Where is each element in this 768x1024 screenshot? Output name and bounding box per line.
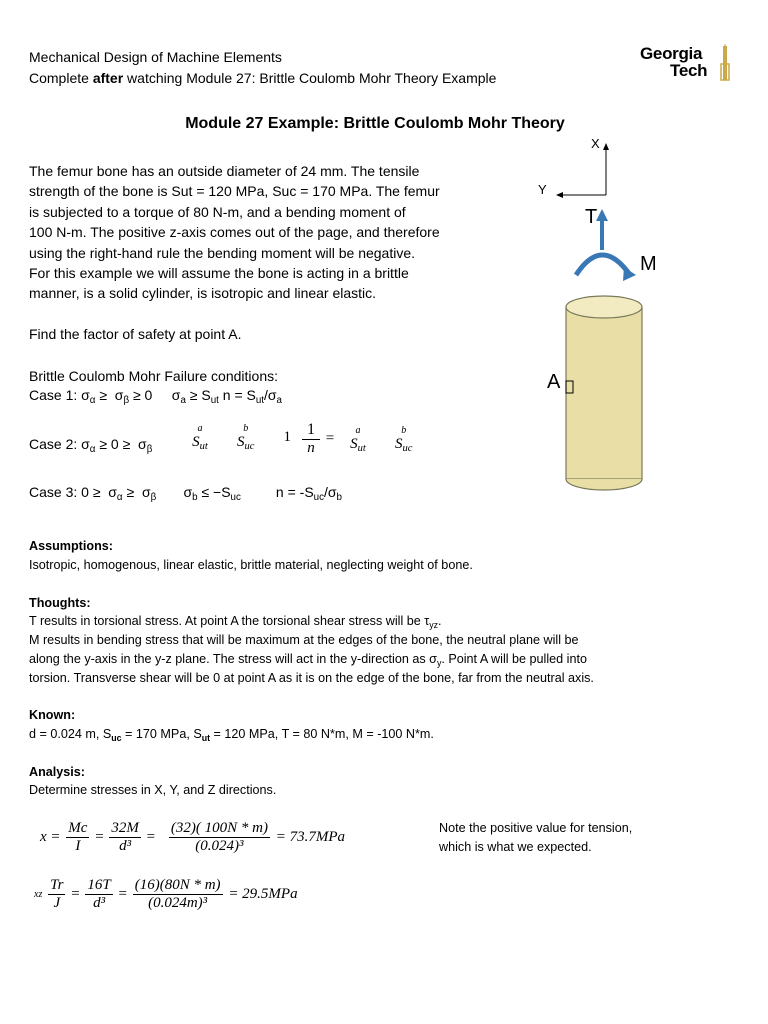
- eq1-num3: (32)( 100N * m): [170, 820, 268, 836]
- thoughts-heading: Thoughts:: [29, 596, 91, 610]
- equation-normal-stress: x = $\frac{Mc}{I}$ = $\frac{32M}{\text{d³}}$ = $\frac{(32)( 100N * m)}{\text{(0.024)³}}$ = 73.7MPa: [40, 820, 345, 854]
- case-2-formula: a $S_{ut}$ b $S_{uc}$ 1: [180, 423, 291, 451]
- logo-tech: Tech: [670, 61, 708, 80]
- analysis-text: Determine stresses in X, Y, and Z directions.: [29, 783, 277, 797]
- problem-line: For this example we will assume the bone is acting in a brittle: [29, 265, 409, 282]
- known-heading: Known:: [29, 708, 76, 722]
- eq1-num2: 32M: [111, 820, 139, 836]
- course-title: Mechanical Design of Machine Elements: [29, 49, 282, 65]
- note-line-1: Note the positive value for tension,: [439, 821, 633, 835]
- eq1-result: = 73.7MPa: [275, 829, 345, 845]
- assumptions-text: Isotropic, homogenous, linear elastic, brittle material, neglecting weight of bone.: [29, 558, 473, 572]
- eq1-lhs: x =: [40, 829, 61, 845]
- moment-label: M: [640, 253, 657, 275]
- eq2-num2: 16T: [87, 877, 111, 893]
- thoughts-line: T results in torsional stress. At point A the torsional shear stress will be $\tau_{yz}$.: [29, 614, 442, 630]
- case-2-n-formula: $\frac{1}{n}$ = a $S_{ut}$ b $S_{uc}$: [300, 421, 424, 457]
- module-instruction: [29, 68, 496, 88]
- y-axis-label: Y: [538, 182, 547, 197]
- problem-line: strength of the bone is Sut = 120 MPa, Suc = 170 MPa. The femur: [29, 183, 440, 200]
- analysis-heading: Analysis:: [29, 765, 85, 779]
- femur-diagram: [520, 135, 720, 495]
- eq2-den2: d³: [85, 894, 112, 912]
- eq2-den3: (0.024m)³: [133, 894, 223, 912]
- frac-b: b: [243, 423, 249, 434]
- thoughts-line: torsion. Transverse shear will be 0 at point A as it is on the edge of the bone, far from the neutral axis.: [29, 671, 594, 685]
- equation-shear-stress: xz $\frac{Tr}{J}$ = $\frac{16T}{\text{d³}}$ = $\frac{(16)(80N * m)}{\text{(0.024m)³}}$ = 29.5MPa: [34, 877, 298, 911]
- instruction-post: watching Module 27: Brittle Coulomb Mohr Theory Example: [123, 70, 497, 86]
- eq2-den1: J: [48, 894, 65, 912]
- tower-icon: [718, 44, 732, 84]
- assumptions-heading: Assumptions:: [29, 539, 113, 553]
- eq1-den1: I: [66, 837, 89, 855]
- eq1-den2: d³: [109, 837, 141, 855]
- case-1: Case 1: $\sigma_\alpha \ge \sigma_\beta \ge 0$ $\sigma_a \ge S_{ut}$ $n = S_{ut}/\sigma_a$: [29, 387, 282, 406]
- failure-heading: Brittle Coulomb Mohr Failure conditions:: [29, 368, 278, 384]
- problem-line: is subjected to a torque of 80 N-m, and a bending moment of: [29, 203, 406, 220]
- thoughts-line: along the y-axis in the y-z plane. The stress will act in the y-direction as $\sigma_y$. Point A will be pulled into: [29, 652, 587, 668]
- case-3: Case 3: $0 \ge \sigma_\alpha \ge \sigma_\beta$ $\sigma_b \le -S_{uc}$ $n = -S_{uc}/\sigma_b$: [29, 484, 342, 503]
- x-axis-label: X: [591, 136, 600, 151]
- case-2-one: 1: [283, 428, 291, 445]
- eq1-den3: (0.024)³: [169, 837, 270, 855]
- problem-line: using the right-hand rule the bending moment will be negative.: [29, 244, 416, 261]
- frac-a: a: [197, 423, 203, 434]
- eq2-num3: (16)(80N * m): [134, 877, 221, 893]
- case-2-label: Case 2: $\sigma_\alpha \ge 0 \ge \sigma_\beta$: [29, 436, 153, 455]
- eq2-num1: Tr: [50, 877, 64, 893]
- instruction-bold: after: [92, 70, 124, 86]
- problem-line: manner, is a solid cylinder, is isotropic and linear elastic.: [29, 285, 377, 302]
- problem-statement: [29, 161, 499, 304]
- find-statement: Find the factor of safety at point A.: [29, 326, 242, 342]
- problem-line: 100 N-m. The positive z-axis comes out of the page, and therefore: [29, 224, 440, 241]
- thoughts-text: [29, 612, 749, 688]
- point-a-label: A: [547, 371, 561, 393]
- problem-line: The femur bone has an outside diameter of 24 mm. The tensile: [29, 163, 420, 179]
- eq2-result: = 29.5MPa: [228, 886, 298, 902]
- frac-n: n: [302, 439, 320, 457]
- instruction-pre: Complete: [29, 70, 93, 86]
- note-line-2: which is what we expected.: [439, 840, 592, 854]
- thoughts-line: M results in bending stress that will be maximum at the edges of the bone, the neutral plane will be: [29, 633, 579, 647]
- known-text: d = 0.024 m, $S_{uc} = 170$ MPa, $S_{ut} = 120$ MPa, T = 80 N*m, M = -100 N*m.: [29, 727, 434, 743]
- page-title: Module 27 Example: Brittle Coulomb Mohr Theory: [185, 115, 565, 132]
- georgia-tech-logo: [640, 44, 735, 88]
- logo-georgia: Georgia: [640, 44, 703, 63]
- eq1-num1: Mc: [68, 820, 88, 836]
- eq2-lhs: xz: [34, 889, 43, 900]
- torque-label: T: [585, 206, 598, 228]
